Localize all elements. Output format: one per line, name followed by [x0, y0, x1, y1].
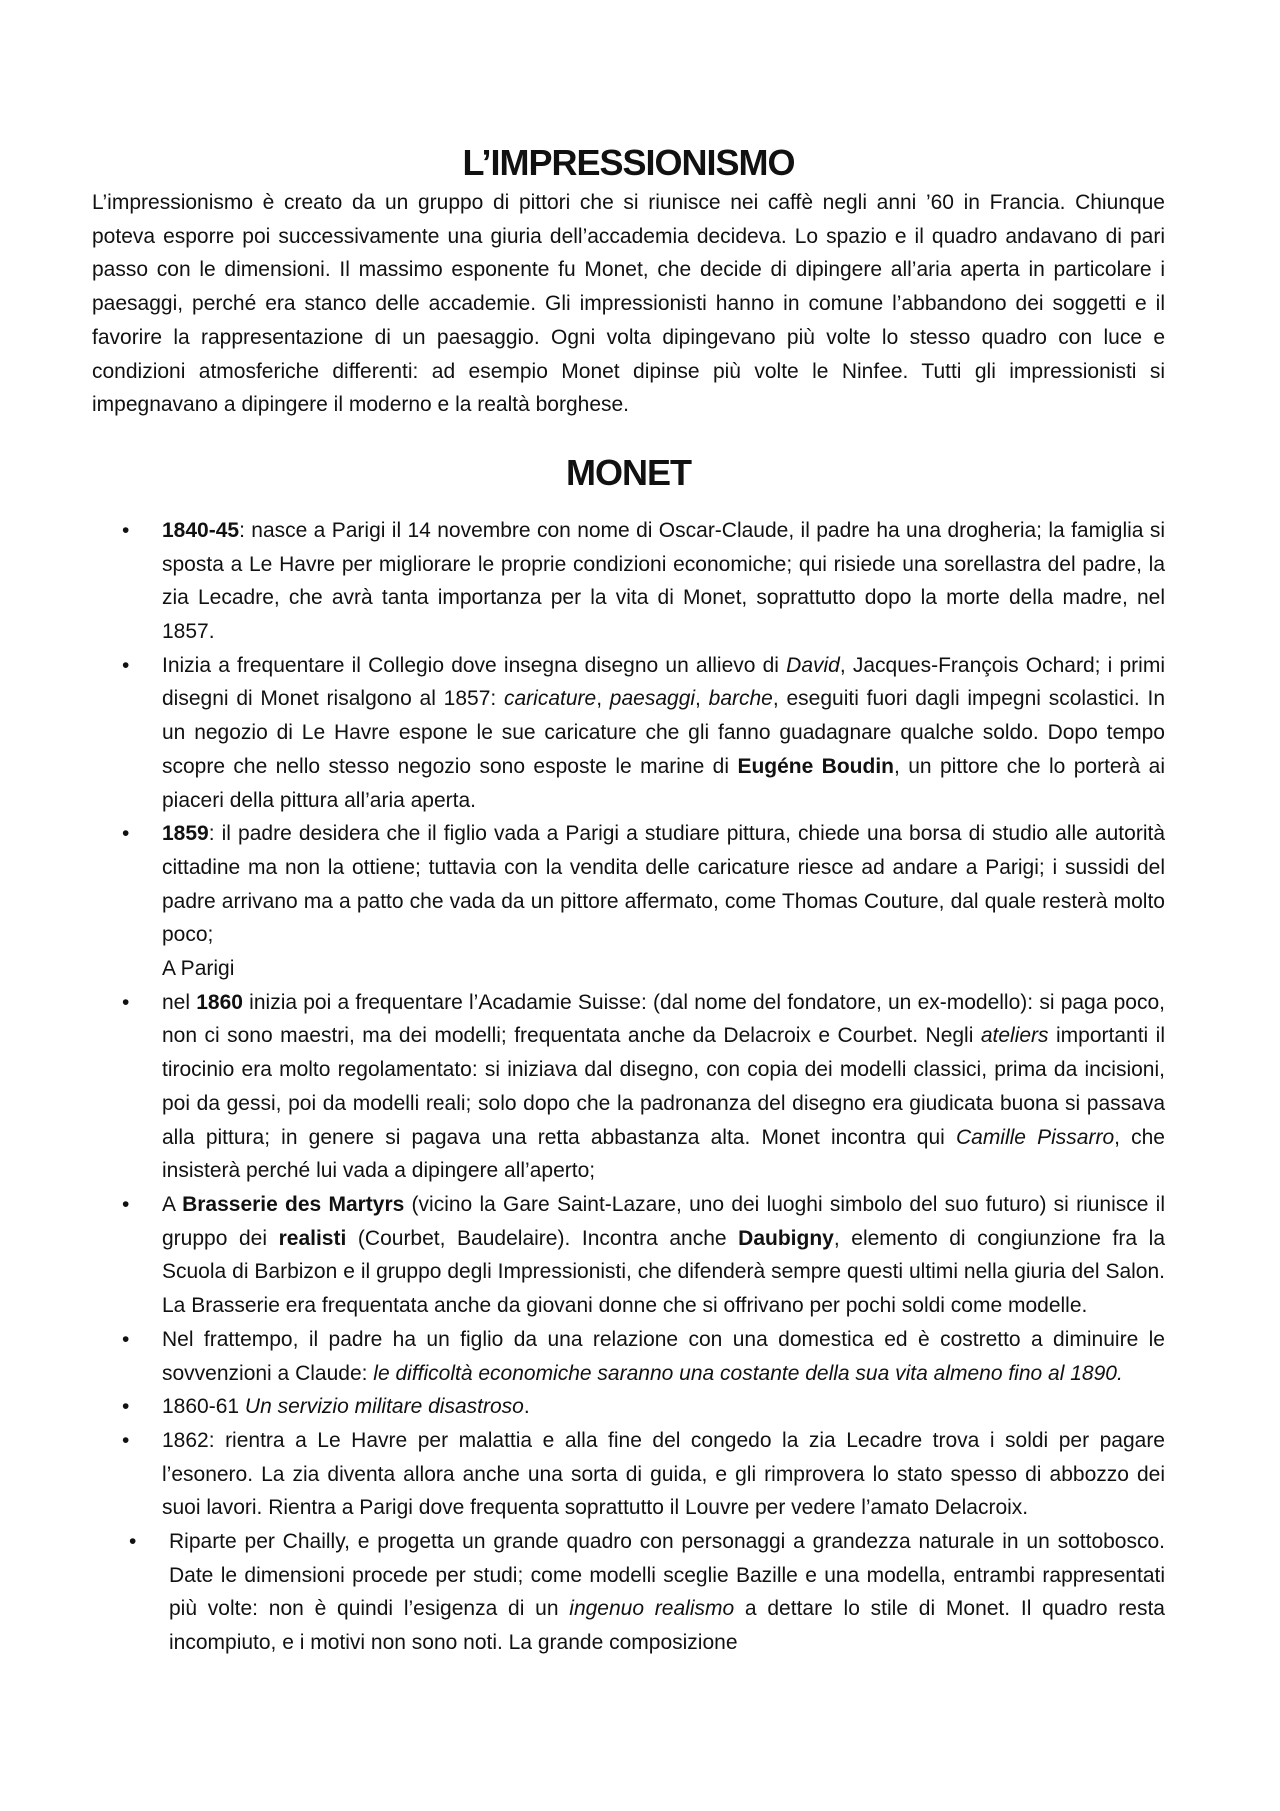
bold-year: 1859 [162, 822, 209, 846]
page-title: L’IMPRESSIONISMO [462, 142, 795, 183]
intro-paragraph: L’impressionismo è creato da un gruppo di pittori che si riunisce nei caffè negli anni ’60 in Francia. Chiunque poteva esporre poi successivamente una giuria dell’accademia decideva. Lo spazio e il quadro andavano di pari passo con le dimensioni. Il massimo esponente fu Monet, che decide di dipingere all’aria aperta in particolare i paesaggi, perché era stanco delle accademie. Gli impressionisti hanno in comune l’abbandono dei soggetti e il favorire la rappresentazione di un paesaggio. Ogni volta dipingevano più volte lo stesso quadro con luce e condizioni atmosferiche differenti: ad esempio Monet dipinse più volte le Ninfee. Tutti gli impressionisti si impegnavano a dipingere il moderno e la realtà borghese. [92, 191, 1165, 417]
monet-bullet-list [92, 514, 1165, 1660]
list-item: • 1859: il padre desidera che il figlio vada a Parigi a studiare pittura, chiede una borsa di studio alle autorità cittadine ma non la ottiene; tuttavia con la vendita delle caricature riesce ad andare a Parigi; i sussidi del padre arrivano ma a patto che vada da un pittore affermato, come Thomas Couture, dal quale resterà molto poco; A Parigi [92, 817, 1165, 986]
section-title-monet: MONET [566, 451, 691, 493]
list-item: • 1840-45: nasce a Parigi il 14 novembre con nome di Oscar-Claude, il padre ha una drogheria; la famiglia si sposta a Le Havre per migliorare le proprie condizioni economiche; qui risiede una sorellastra del padre, la zia Lecadre, che avrà tanta importanza per la vita di Monet, soprattutto dopo la morte della madre, nel 1857. [92, 514, 1165, 649]
list-item: • Riparte per Chailly, e progetta un grande quadro con personaggi a grandezza naturale in un sottobosco. Date le dimensioni procede per studi; come modelli sceglie Bazille e una modella, entrambi rappresentati più volte: non è quindi l’esigenza di un ingenuo realismo a dettare lo stile di Monet. Il quadro resta incompiuto, e i motivi non sono noti. La grande composizione [92, 1525, 1165, 1660]
list-item: • Inizia a frequentare il Collegio dove insegna disegno un allievo di David, Jacques-François Ochard; i primi disegni di Monet risalgono al 1857: caricature, paesaggi, barche, eseguiti fuori dagli impegni scolastici. In un negozio di Le Havre espone le sue caricature che gli fanno guadagnare qualche soldo. Dopo tempo scopre che nello stesso negozio sono esposte le marine di Eugéne Boudin, un pittore che lo porterà ai piaceri della pittura all’aria aperta. [92, 649, 1165, 818]
list-item: • A Brasserie des Martyrs (vicino la Gare Saint-Lazare, uno dei luoghi simbolo del suo futuro) si riunisce il gruppo dei realisti (Courbet, Baudelaire). Incontra anche Daubigny, elemento di congiunzione fra la Scuola di Barbizon e il gruppo degli Impressionisti, che difenderà sempre questi ultimi nella giuria del Salon. La Brasserie era frequentata anche da giovani donne che si offrivano per pochi soldi come modelle. [92, 1188, 1165, 1323]
list-item: • 1862: rientra a Le Havre per malattia e alla fine del congedo la zia Lecadre trova i soldi per pagare l’esonero. La zia diventa allora anche una sorta di guida, e gli rimprovera lo stato spesso di abbozzo dei suoi lavori. Rientra a Parigi dove frequenta soprattutto il Louvre per vedere l’amato Delacroix. [92, 1424, 1165, 1525]
bold-year: 1840-45 [162, 518, 240, 542]
list-item: • Nel frattempo, il padre ha un figlio da una relazione con una domestica ed è costretto a diminuire le sovvenzioni a Claude: le difficoltà economiche saranno una costante della sua vita almeno fino al 1890. [92, 1323, 1165, 1390]
list-item: • 1860-61 Un servizio militare disastroso. [92, 1390, 1165, 1424]
list-item: • nel 1860 inizia poi a frequentare l’Acadamie Suisse: (dal nome del fondatore, un ex-modello): si paga poco, non ci sono maestri, ma dei modelli; frequentata anche da Delacroix e Courbet. Negli ateliers importanti il tirocinio era molto regolamentato: si iniziava dal disegno, con copia dei modelli classici, prima da incisioni, poi da gessi, poi da modelli reali; solo dopo che la padronanza del disegno era giudicata buona si passava alla pittura; in genere si pagava una retta abbastanza alta. Monet incontra qui Camille Pissarro, che insisterà perché lui vada a dipingere all’aperto; [92, 986, 1165, 1188]
